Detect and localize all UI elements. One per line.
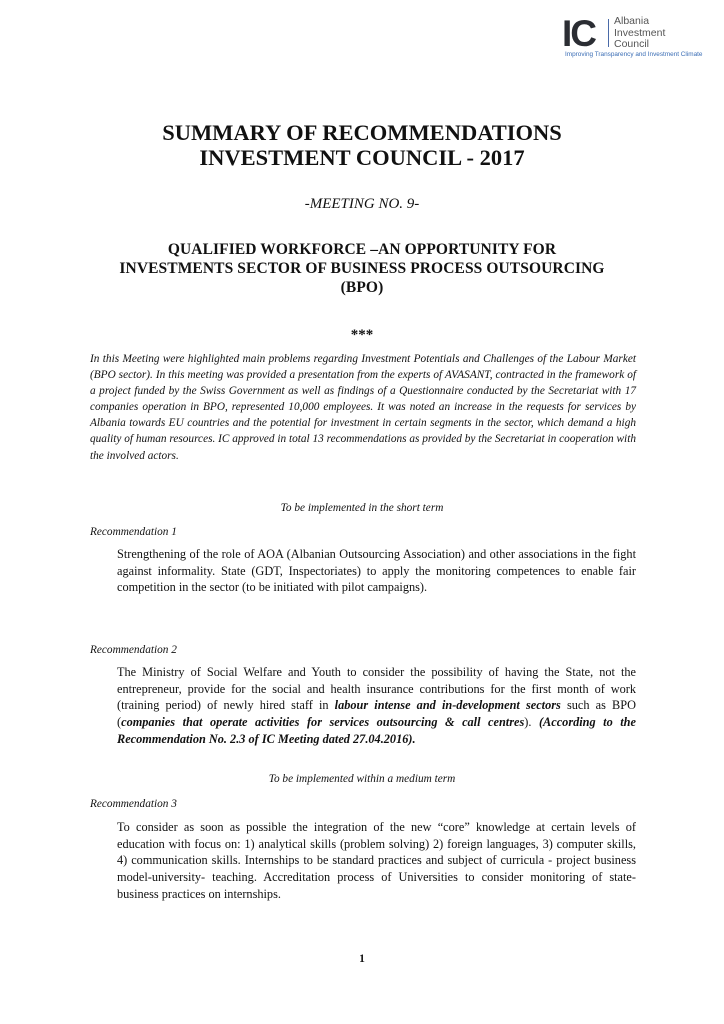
rec2-text-1: The Ministry of Social Welfare and Youth to consider the possibility of having the State, not the entrepreneur, provide for the social and health insurance contributions for the first month of work (training period) of newly hired staff in xyxy=(117,665,636,713)
logo-mark: IC xyxy=(562,13,595,54)
rec2-reference-note: (According to the Recommendation No. 2.3 of IC Meeting dated 27.04.2016). xyxy=(117,715,636,746)
subtitle-line-2: INVESTMENTS SECTOR OF BUSINESS PROCESS OUTSOURCING xyxy=(119,260,605,277)
title-line-2: INVESTMENT COUNCIL - 2017 xyxy=(199,145,525,170)
section-heading-short-term: To be implemented in the short term xyxy=(280,502,444,514)
logo-name-line: Investment xyxy=(614,26,666,39)
logo-tagline: Improving Transparency and Investment Climate xyxy=(565,51,703,58)
subtitle-line-1: QUALIFIED WORKFORCE –AN OPPORTUNITY FOR xyxy=(167,241,557,258)
recommendation-1-body: Strengthening of the role of AOA (Albanian Outsourcing Association) and other associations in the fight against informality. State (GDT, Inspectoriates) to apply the monitoring competences to enable fair competition in the sector (to be initiated with pilot campaigns). xyxy=(117,547,636,595)
section-heading-medium-term: To be implemented within a medium term xyxy=(268,773,456,785)
rec2-emphasis-2: companies that operate activities for services outsourcing & call centres xyxy=(121,715,525,730)
rec2-text-2: such as BPO ( xyxy=(117,698,636,730)
recommendation-2-body xyxy=(117,664,636,748)
albania-investment-council-logo xyxy=(562,15,712,60)
recommendation-3-label: Recommendation 3 xyxy=(90,798,177,810)
logo-divider xyxy=(608,19,609,47)
section-separator: *** xyxy=(350,327,374,343)
subtitle-line-3: (BPO) xyxy=(340,279,384,296)
logo-name xyxy=(614,16,665,51)
recommendation-1-label: Recommendation 1 xyxy=(90,526,177,538)
logo-name-line: Council xyxy=(614,38,650,50)
rec2-emphasis-1: labour intense and in-development sectors xyxy=(334,698,561,713)
document-title xyxy=(0,120,724,170)
recommendation-3-body: To consider as soon as possible the integration of the new “core” knowledge at certain levels of education with focus on: 1) analytical skills (problem solving) 2) foreign languages, 3) computer skills, 4) communication skills. Internships to be standard practices and subject of curricula - project business model-university- teaching. Accreditation process of Universities to consider monitoring of state-business practices on internships. xyxy=(117,820,636,901)
rec2-text-3: ). xyxy=(524,715,539,730)
logo-name-line: Albania xyxy=(614,15,650,27)
document-subtitle xyxy=(0,240,724,297)
meeting-number: -MEETING NO. 9- xyxy=(304,196,420,212)
recommendation-2-label: Recommendation 2 xyxy=(90,644,177,656)
title-line-1: SUMMARY OF RECOMMENDATIONS xyxy=(162,120,562,145)
intro-paragraph: In this Meeting were highlighted main problems regarding Investment Potentials and Challenges of the Labour Market (BPO sector). In this meeting was provided a presentation from the experts of AVASANT, contracted in the framework of a project funded by the Swiss Government as well as findings of a Questionnaire conducted by the Secretariat with 17 companies operation in BPO, represented 10,000 employees. It was noted an increase in the requests for services by Albania towards EU countries and the potential for investment in certain segments in the sector, which demand a high quality of human resources. IC approved in total 13 recommendations as provided by the Secretariat in cooperation with the involved actors. xyxy=(90,353,636,462)
page-number: 1 xyxy=(359,953,365,965)
